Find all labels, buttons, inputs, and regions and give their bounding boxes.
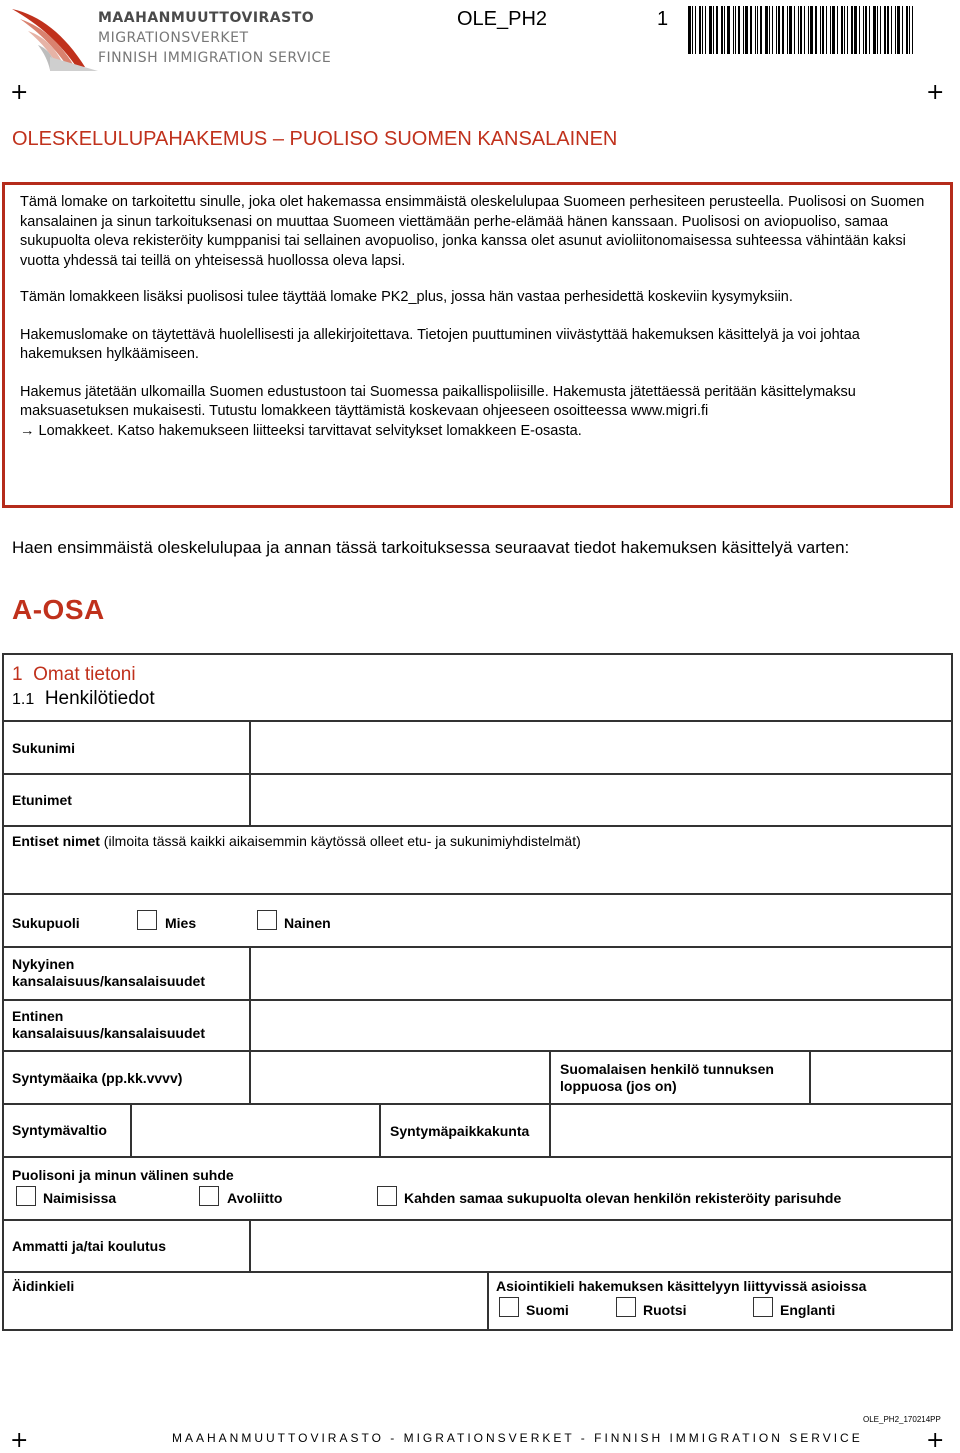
barcode-bar: [692, 6, 693, 54]
barcode-bar: [716, 6, 718, 54]
barcode-bar: [727, 6, 730, 54]
barcode-bar: [705, 6, 706, 54]
registration-mark-icon: +: [926, 1428, 945, 1453]
syntymavaltio-input[interactable]: [132, 1105, 379, 1156]
naimisissa-label: Naimisissa: [43, 1190, 117, 1206]
footer-form-code: OLE_PH2_170214PP: [863, 1415, 941, 1424]
label-line: kansalaisuus/kansalaisuudet: [12, 973, 205, 989]
barcode-bar: [789, 6, 792, 54]
ammatti-input[interactable]: [251, 1221, 951, 1271]
barcode-bar: [757, 6, 758, 54]
barcode-bar: [765, 6, 768, 54]
section-1-heading: [12, 664, 136, 686]
barcode-bar: [880, 6, 881, 54]
page-number: 1: [657, 8, 669, 30]
ammatti-label: Ammatti ja/tai koulutus: [12, 1238, 167, 1254]
aidinkieli-input[interactable]: [4, 1298, 487, 1330]
barcode-bar: [884, 6, 886, 54]
barcode-bar: [873, 6, 876, 54]
entiset-nimet-label: [12, 833, 581, 850]
henkilotunnus-label: [560, 1061, 774, 1095]
ruotsi-label: Ruotsi: [643, 1302, 687, 1318]
entinen-kansalaisuus-input[interactable]: [251, 1001, 951, 1050]
barcode-bar: [699, 6, 701, 54]
label-line: Nykyinen: [12, 956, 75, 972]
barcode-bar: [733, 6, 734, 54]
nykyinen-kansalaisuus-input[interactable]: [251, 948, 951, 999]
barcode-bar: [847, 6, 848, 54]
entinen-kansalaisuus-label: [12, 1008, 205, 1042]
barcode-bar: [735, 6, 736, 54]
barcode-bar: [865, 6, 867, 54]
section-1-title: Omat tietoni: [33, 664, 136, 685]
barcode-bar: [887, 6, 889, 54]
entiset-nimet-label-bold: Entiset nimet: [12, 833, 100, 849]
syntymapaikkakunta-input[interactable]: [551, 1105, 951, 1156]
barcode-bar: [822, 6, 824, 54]
naimisissa-checkbox[interactable]: [16, 1186, 36, 1206]
barcode-bar: [902, 6, 903, 54]
barcode-bar: [755, 6, 756, 54]
entiset-nimet-input[interactable]: [4, 858, 951, 893]
barcode-bar: [841, 6, 843, 54]
barcode-bar: [830, 6, 831, 54]
sukunimi-label: Sukunimi: [12, 740, 76, 756]
aidinkieli-label: Äidinkieli: [12, 1278, 75, 1294]
barcode-bar: [832, 6, 835, 54]
barcode-bar: [724, 6, 725, 54]
rekisteroity-checkbox[interactable]: [377, 1186, 397, 1206]
barcode-bar: [695, 6, 696, 54]
label-line: Entinen: [12, 1008, 64, 1024]
barcode-bar: [869, 6, 870, 54]
info-text: Lomakkeet. Katso hakemukseen liitteeksi tarvittavat selvitykset lomakkeen E-osasta.: [34, 422, 582, 439]
barcode-bar: [909, 6, 910, 54]
barcode-bar: [782, 6, 784, 54]
avoliitto-label: Avoliitto: [227, 1190, 283, 1206]
barcode-bar: [844, 6, 845, 54]
nykyinen-kansalaisuus-label: [12, 956, 205, 990]
registration-mark-icon: +: [10, 80, 29, 105]
entiset-nimet-note: (ilmoita tässä kaikki aikaisemmin käytössä olleet etu- ja sukunimiyhdistelmät): [99, 833, 581, 849]
englanti-label: Englanti: [780, 1302, 836, 1318]
barcode-bar: [745, 6, 748, 54]
section-heading: A-OSA: [12, 594, 105, 625]
footer-agency-line: MAAHANMUUTTOVIRASTO - MIGRATIONSVERKET - FINNISH IMMIGRATION SERVICE: [172, 1431, 863, 1445]
nainen-label: Nainen: [284, 915, 331, 931]
barcode-bar: [776, 6, 777, 54]
syntymaaika-label: Syntymäaika (pp.kk.vvvv): [12, 1070, 183, 1086]
sukunimi-input[interactable]: [251, 722, 951, 773]
info-paragraph: Tämän lomakkeen lisäksi puolisosi tulee täyttää lomake PK2_plus, jossa hän vastaa perhesidettä koskeviin kysymyksiin.: [20, 289, 793, 305]
barcode-bar: [897, 6, 900, 54]
barcode-bar: [808, 6, 809, 54]
rekisteroity-label: Kahden samaa sukupuolta olevan henkilön rekisteröity parisuhde: [404, 1190, 842, 1206]
barcode-bar: [804, 6, 805, 54]
barcode-bar: [721, 6, 723, 54]
etunimet-label: Etunimet: [12, 792, 72, 808]
barcode-bar: [794, 6, 795, 54]
asiointikieli-label: Asiointikieli hakemuksen käsittelyyn liittyvissä asioissa: [496, 1278, 867, 1294]
agency-name-en: FINNISH IMMIGRATION SERVICE: [98, 50, 332, 66]
barcode-bar: [837, 6, 838, 54]
bird-logo-icon: [10, 5, 100, 73]
nainen-checkbox[interactable]: [257, 910, 277, 930]
barcode-bar: [688, 6, 691, 54]
registration-mark-icon: +: [10, 1428, 29, 1453]
page-title: OLESKELULUPAHAKEMUS – PUOLISO SUOMEN KANSALAINEN: [12, 128, 618, 150]
arrow-right-icon: →: [20, 422, 35, 439]
barcode-bar: [787, 6, 788, 54]
barcode-bar: [851, 6, 853, 54]
syntymapaikkakunta-label: Syntymäpaikkakunta: [390, 1123, 530, 1139]
barcode-bar: [760, 6, 762, 54]
suhde-label: Puolisoni ja minun välinen suhde: [12, 1167, 234, 1183]
section-1-1-title: Henkilötiedot: [44, 688, 155, 709]
suomi-checkbox[interactable]: [499, 1297, 519, 1317]
agency-name-sv: MIGRATIONSVERKET: [98, 30, 249, 46]
barcode-bar: [743, 6, 744, 54]
avoliitto-checkbox[interactable]: [199, 1186, 219, 1206]
barcode-bar: [810, 6, 813, 54]
barcode-bar: [713, 6, 714, 54]
info-text: Hakemus jätetään ulkomailla Suomen edustustoon tai Suomessa paikallispoliisille. Hakemusta jätettäessä peritään käsittelymaksu maksuasetuksen mukaisesti. Tutustu lomakkeen täyttämistä koskevaan ohjeeseen osoitteessa www.migri.fi: [20, 383, 856, 419]
englanti-checkbox[interactable]: [753, 1297, 773, 1317]
barcode-bar: [895, 6, 896, 54]
section-1-1-heading: [12, 688, 155, 710]
barcode-bar: [709, 6, 712, 54]
syntymavaltio-label: Syntymävaltio: [12, 1122, 107, 1138]
sukupuoli-label: Sukupuoli: [12, 915, 80, 931]
barcode-bar: [891, 6, 892, 54]
info-paragraph: Hakemuslomake on täytettävä huolellisesti ja allekirjoitettava. Tietojen puuttuminen viivästyttää hakemuksen käsittelyä ja voi johtaa hakemuksen hylkäämiseen.: [20, 326, 860, 362]
registration-mark-icon: +: [926, 80, 945, 105]
barcode-bar: [769, 6, 770, 54]
barcode-bar: [702, 6, 703, 54]
intro-text: Haen ensimmäistä oleskelulupaa ja annan tässä tarkoituksessa seuraavat tiedot hakemuksen käsittelyä varten:: [12, 538, 850, 557]
label-line: kansalaisuus/kansalaisuudet: [12, 1025, 205, 1041]
barcode-bar: [854, 6, 857, 54]
henkilotunnus-input[interactable]: [811, 1052, 951, 1103]
barcode-bar: [912, 6, 913, 54]
barcode-bar: [815, 6, 817, 54]
agency-name-fi: MAAHANMUUTTOVIRASTO: [98, 10, 315, 26]
barcode-bar: [877, 6, 878, 54]
mies-label: Mies: [165, 915, 197, 931]
barcode-bar: [826, 6, 827, 54]
ruotsi-checkbox[interactable]: [616, 1297, 636, 1317]
barcode: [688, 6, 918, 54]
barcode-bar: [772, 6, 773, 54]
barcode-bar: [820, 6, 821, 54]
label-line: Suomalaisen henkilö tunnuksen: [560, 1061, 774, 1077]
suomi-label: Suomi: [526, 1302, 569, 1318]
syntymaaika-input[interactable]: [251, 1052, 549, 1103]
info-paragraph: [20, 383, 935, 442]
barcode-bar: [859, 6, 860, 54]
etunimet-input[interactable]: [251, 775, 951, 825]
info-paragraph: Tämä lomake on tarkoitettu sinulle, joka olet hakemassa ensimmäistä oleskelulupaa Suomeen perhesiteen perusteella. Puolisosi on Suomen kansalainen ja sinun tarkoituksenasi on muuttaa Suomeen viettämään perhe-elämää hänen kanssaan. Puolisosi on aviopuoliso, samaa sukupuolta oleva rekisteröity kumppanisi tai sellainen avopuoliso, jonka kanssa olet asunut avioliitonomaisessa suhteessa vähintään kaksi vuotta yhdessä tai teillä on yhteisessä huollossa oleva lapsi.: [20, 194, 925, 269]
barcode-bar: [906, 6, 908, 54]
info-box: [2, 182, 953, 508]
section-1-1-number: 1.1: [12, 691, 35, 708]
barcode-bar: [863, 6, 864, 54]
label-line: loppuosa (jos on): [560, 1078, 677, 1094]
section-1-number: 1: [12, 664, 23, 685]
mies-checkbox[interactable]: [137, 910, 157, 930]
barcode-bar: [750, 6, 752, 54]
barcode-bar: [798, 6, 799, 54]
logo: [10, 5, 340, 73]
form-code: OLE_PH2: [457, 8, 548, 30]
barcode-bar: [778, 6, 780, 54]
barcode-bar: [800, 6, 802, 54]
barcode-bar: [738, 6, 740, 54]
